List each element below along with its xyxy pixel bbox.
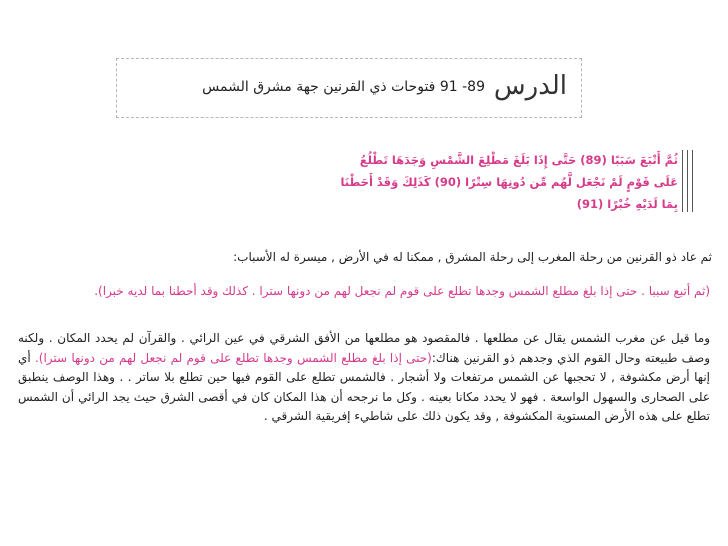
verse-quote-paragraph: (ثم أتبع سببا . حتى إذا بلغ مطلع الشمس وجدها تطلع على قوم لم نجعل لهم من دونها سترا . كذلك وقد أحطنا بما لديه خبرا). (94, 284, 710, 298)
commentary-part-2: أي إنها أرض مكشوفة , لا تحجبها عن الشمس مرتفعات ولا أشجار . فالشمس تطلع على القوم فيها حين تطلع بلا ساتر . . وهذا الوصف ينطبق على الصحارى والسهول الواسعة . فهو لا يحدد مكانا بعينه . وكل ما نرجحه أن هذا المكان كان في أقصى الشرق حيث يجد الرائي أن الشمس تطلع على هذه الأرض المستوية المكشوفة , وقد يكون ذلك على شاطيء إفريقية الشرقي . (18, 350, 710, 423)
quran-verse (340, 149, 678, 215)
commentary-part-1: وما قيل عن مغرب الشمس يقال عن مطلعها . فالمقصود هو مطلعها من الأفق الشرقي في عين الرائي . والقرآن لم يحدد المكان . ولكنه وصف طبيعته وحال القوم الذي وجدهم ذو القرنين هناك: (18, 331, 710, 365)
verse-side-bars (682, 150, 694, 212)
lesson-word: الدرس (493, 71, 567, 101)
lesson-header (116, 58, 582, 118)
intro-paragraph: ثم عاد ذو القرنين من رحلة المغرب إلى رحلة المشرق , ممكنا له في الأرض , ميسرة له الأسباب: (233, 250, 712, 264)
verse-line-3: بِمَا لَدَيْهِ خُبْرًا (91) (576, 197, 678, 211)
commentary-paragraph (18, 329, 710, 427)
lesson-title: 89- 91 فتوحات ذي القرنين جهة مشرق الشمس (202, 79, 485, 95)
commentary-verse-quote: (حتى إذا بلغ مطلع الشمس وجدها تطلع على قوم لم نجعل لهم من دونها سترا). (34, 350, 432, 365)
verse-line-2: عَلَى قَوْمٍ لَمْ نَجْعَل لَّهُم مِّن دُونِهَا سِتْرًا (90) كَذَلِكَ وَقَدْ أَحَطْنَا (340, 175, 678, 189)
verse-line-1: ثُمَّ أَتْبَعَ سَبَبًا (89) حَتَّى إِذَا بَلَغَ مَطْلِعَ الشَّمْسِ وَجَدَهَا تَطْلُعُ (359, 153, 678, 167)
